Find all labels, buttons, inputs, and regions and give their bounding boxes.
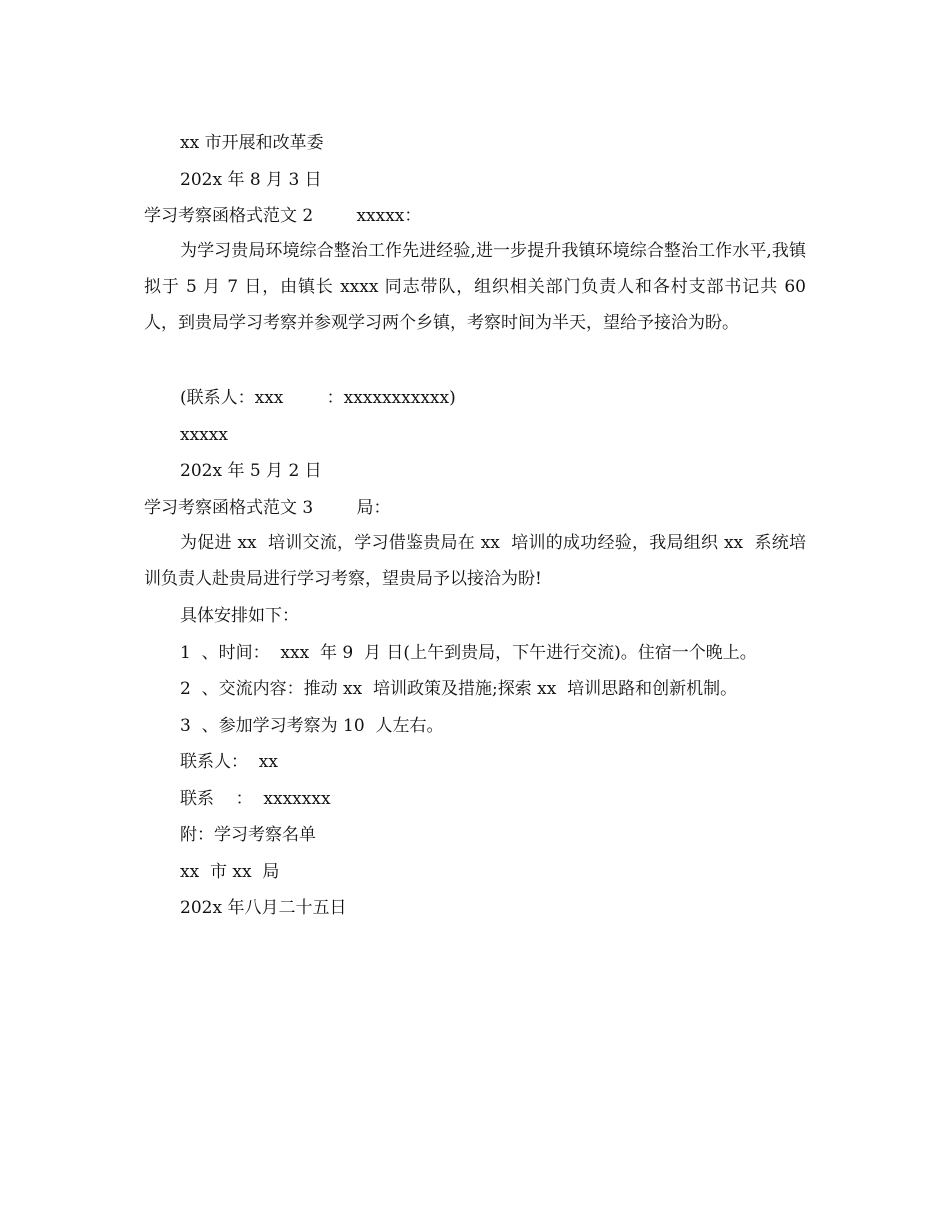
letter2-contact: (联系人：xxx ：xxxxxxxxxxx)	[180, 388, 456, 408]
letter3-item-3: 3 、参加学习考察为 10 人左右。	[180, 716, 444, 736]
letter1-sender: xx 市开展和改革委	[180, 133, 324, 153]
letter3-item-2: 2 、交流内容：推动 xx 培训政策及措施;探索 xx 培训思路和创新机制。	[180, 679, 738, 699]
letter3-arrangement-title: 具体安排如下：	[180, 606, 299, 626]
letter3-body: 为促进 xx 培训交流，学习借鉴贵局在 xx 培训的成功经验，我局组织 xx 系统培训负责人赴贵局进行学习考察，望贵局予以接洽为盼!	[144, 533, 806, 589]
letter2-date: 202x 年 5 月 2 日	[180, 461, 322, 481]
letter3-contact-person: 联系人： xx	[180, 752, 278, 772]
letter2-body: 为学习贵局环境综合整治工作先进经验,进一步提升我镇环境综合整治工作水平,我镇拟于 5 月 7 日，由镇长 xxxx 同志带队，组织相关部门负责人和各村支部书记共 60 人，到贵局学习考察并参观学习两个乡镇，考察时间为半天，望给予接洽为盼。	[144, 241, 812, 333]
letter3-sender: xx 市 xx 局	[180, 862, 280, 882]
letter3-attachment: 附：学习考察名单	[180, 825, 316, 845]
letter3-date: 202x 年八月二十五日	[180, 898, 347, 918]
letter1-date: 202x 年 8 月 3 日	[180, 170, 322, 190]
letter3-heading: 学习考察函格式范文 3 局：	[144, 498, 391, 518]
letter2-sender: xxxxx	[180, 425, 228, 445]
letter2-heading: 学习考察函格式范文 2 xxxxx：	[144, 206, 422, 226]
letter3-item-1: 1 、时间： xxx 年 9 月 日(上午到贵局，下午进行交流)。住宿一个晚上。	[180, 643, 757, 663]
letter3-contact-phone: 联系 ： xxxxxxx	[180, 789, 331, 809]
